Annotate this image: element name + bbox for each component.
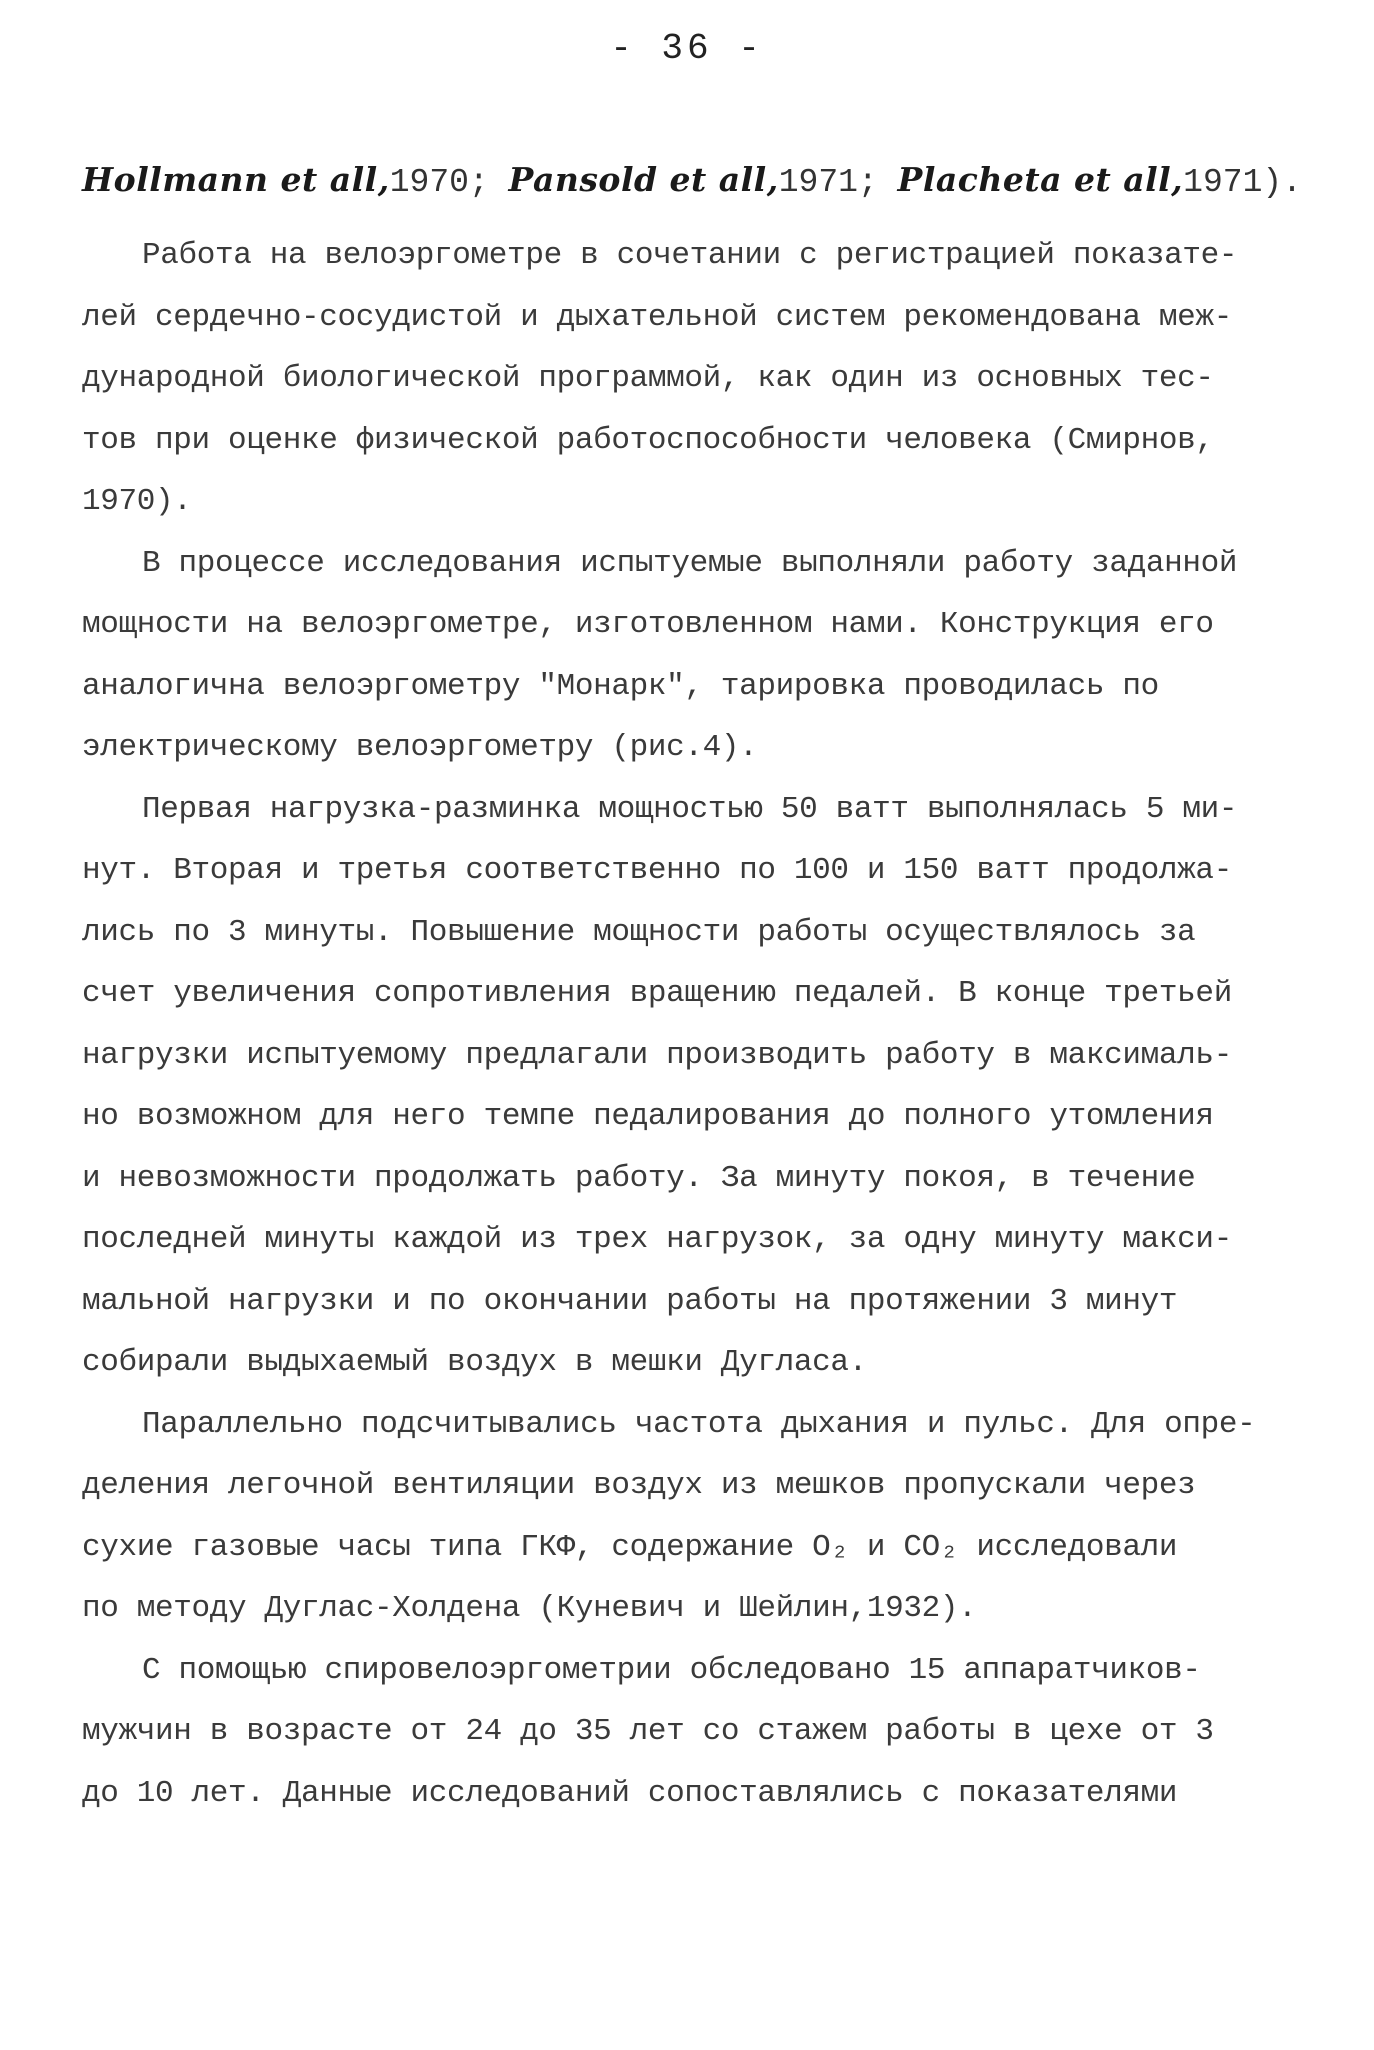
text-line: 1970).: [82, 484, 192, 519]
text-line: лись по 3 минуты. Повышение мощности работы осуществлялось за: [82, 914, 1196, 950]
text-line: мальной нагрузки и по окончании работы на протяжении 3 минут: [82, 1283, 1178, 1319]
citation-placheta: Placheta et all,: [897, 160, 1184, 199]
text-line: Параллельно подсчитывались частота дыхания и пульс. Для опре-: [142, 1406, 1256, 1442]
citation-hollmann: Hollmann et all,: [82, 160, 390, 199]
text-line: мощности на велоэргометре, изготовленном нами. Конструкция его: [82, 607, 1214, 642]
citation-pansold-year: 1971;: [778, 164, 898, 201]
text-line: последней минуты каждой из трех нагрузок, за одну минуту макси-: [82, 1222, 1232, 1257]
citation-hollmann-year: 1970;: [389, 164, 509, 201]
text-line: дународной биологической программой, как один из основных тес-: [82, 361, 1214, 396]
text-line: лей сердечно-сосудистой и дыхательной систем рекомендована меж-: [82, 299, 1232, 335]
text-line: по методу Дуглас-Холдена (Куневич и Шейлин,1932).: [82, 1591, 977, 1626]
body-text: [82, 225, 1312, 1824]
page-number: - 36 -: [610, 28, 764, 69]
text-line: С помощью спировелоэргометрии обследовано 15 аппаратчиков-: [142, 1652, 1201, 1688]
text-line: до 10 лет. Данные исследований сопоставлялись с показателями: [82, 1775, 1178, 1811]
text-line: и невозможности продолжать работу. За минуту покоя, в течение: [82, 1160, 1196, 1196]
text-line: В процессе исследования испытуемые выполняли работу заданной: [142, 545, 1238, 581]
text-line: нагрузки испытуемому предлагали производить работу в максималь-: [82, 1037, 1232, 1073]
text-line: счет увеличения сопротивления вращению педалей. В конце третьей: [82, 976, 1232, 1011]
text-line: Первая нагрузка-разминка мощностью 50 ватт выполнялась 5 ми-: [142, 791, 1238, 827]
text-line: мужчин в возрасте от 24 до 35 лет со стажем работы в цехе от 3: [82, 1714, 1214, 1749]
text-line: собирали выдыхаемый воздух в мешки Дугласа.: [82, 1345, 867, 1380]
text-line: но возможном для него темпе педалирования до полного утомления: [82, 1099, 1214, 1134]
text-line: Работа на велоэргометре в сочетании с регистрацией показате-: [142, 238, 1238, 273]
text-line: сухие газовые часы типа ГКФ, содержание O₂ и CO₂ исследовали: [82, 1529, 1178, 1565]
text-line: электрическому велоэргометру (рис.4).: [82, 730, 758, 765]
citation-placheta-year: 1971).: [1183, 164, 1302, 201]
text-line: деления легочной вентиляции воздух из мешков пропускали через: [82, 1468, 1196, 1503]
citation-line: [82, 160, 1312, 201]
text-line: тов при оценке физической работоспособности человека (Смирнов,: [82, 422, 1214, 458]
text-line: нут. Вторая и третья соответственно по 100 и 150 ватт продолжа-: [82, 853, 1232, 888]
text-line: аналогична велоэргометру "Монарк", тарировка проводилась по: [82, 668, 1159, 704]
citation-pansold: Pansold et all,: [508, 160, 779, 199]
